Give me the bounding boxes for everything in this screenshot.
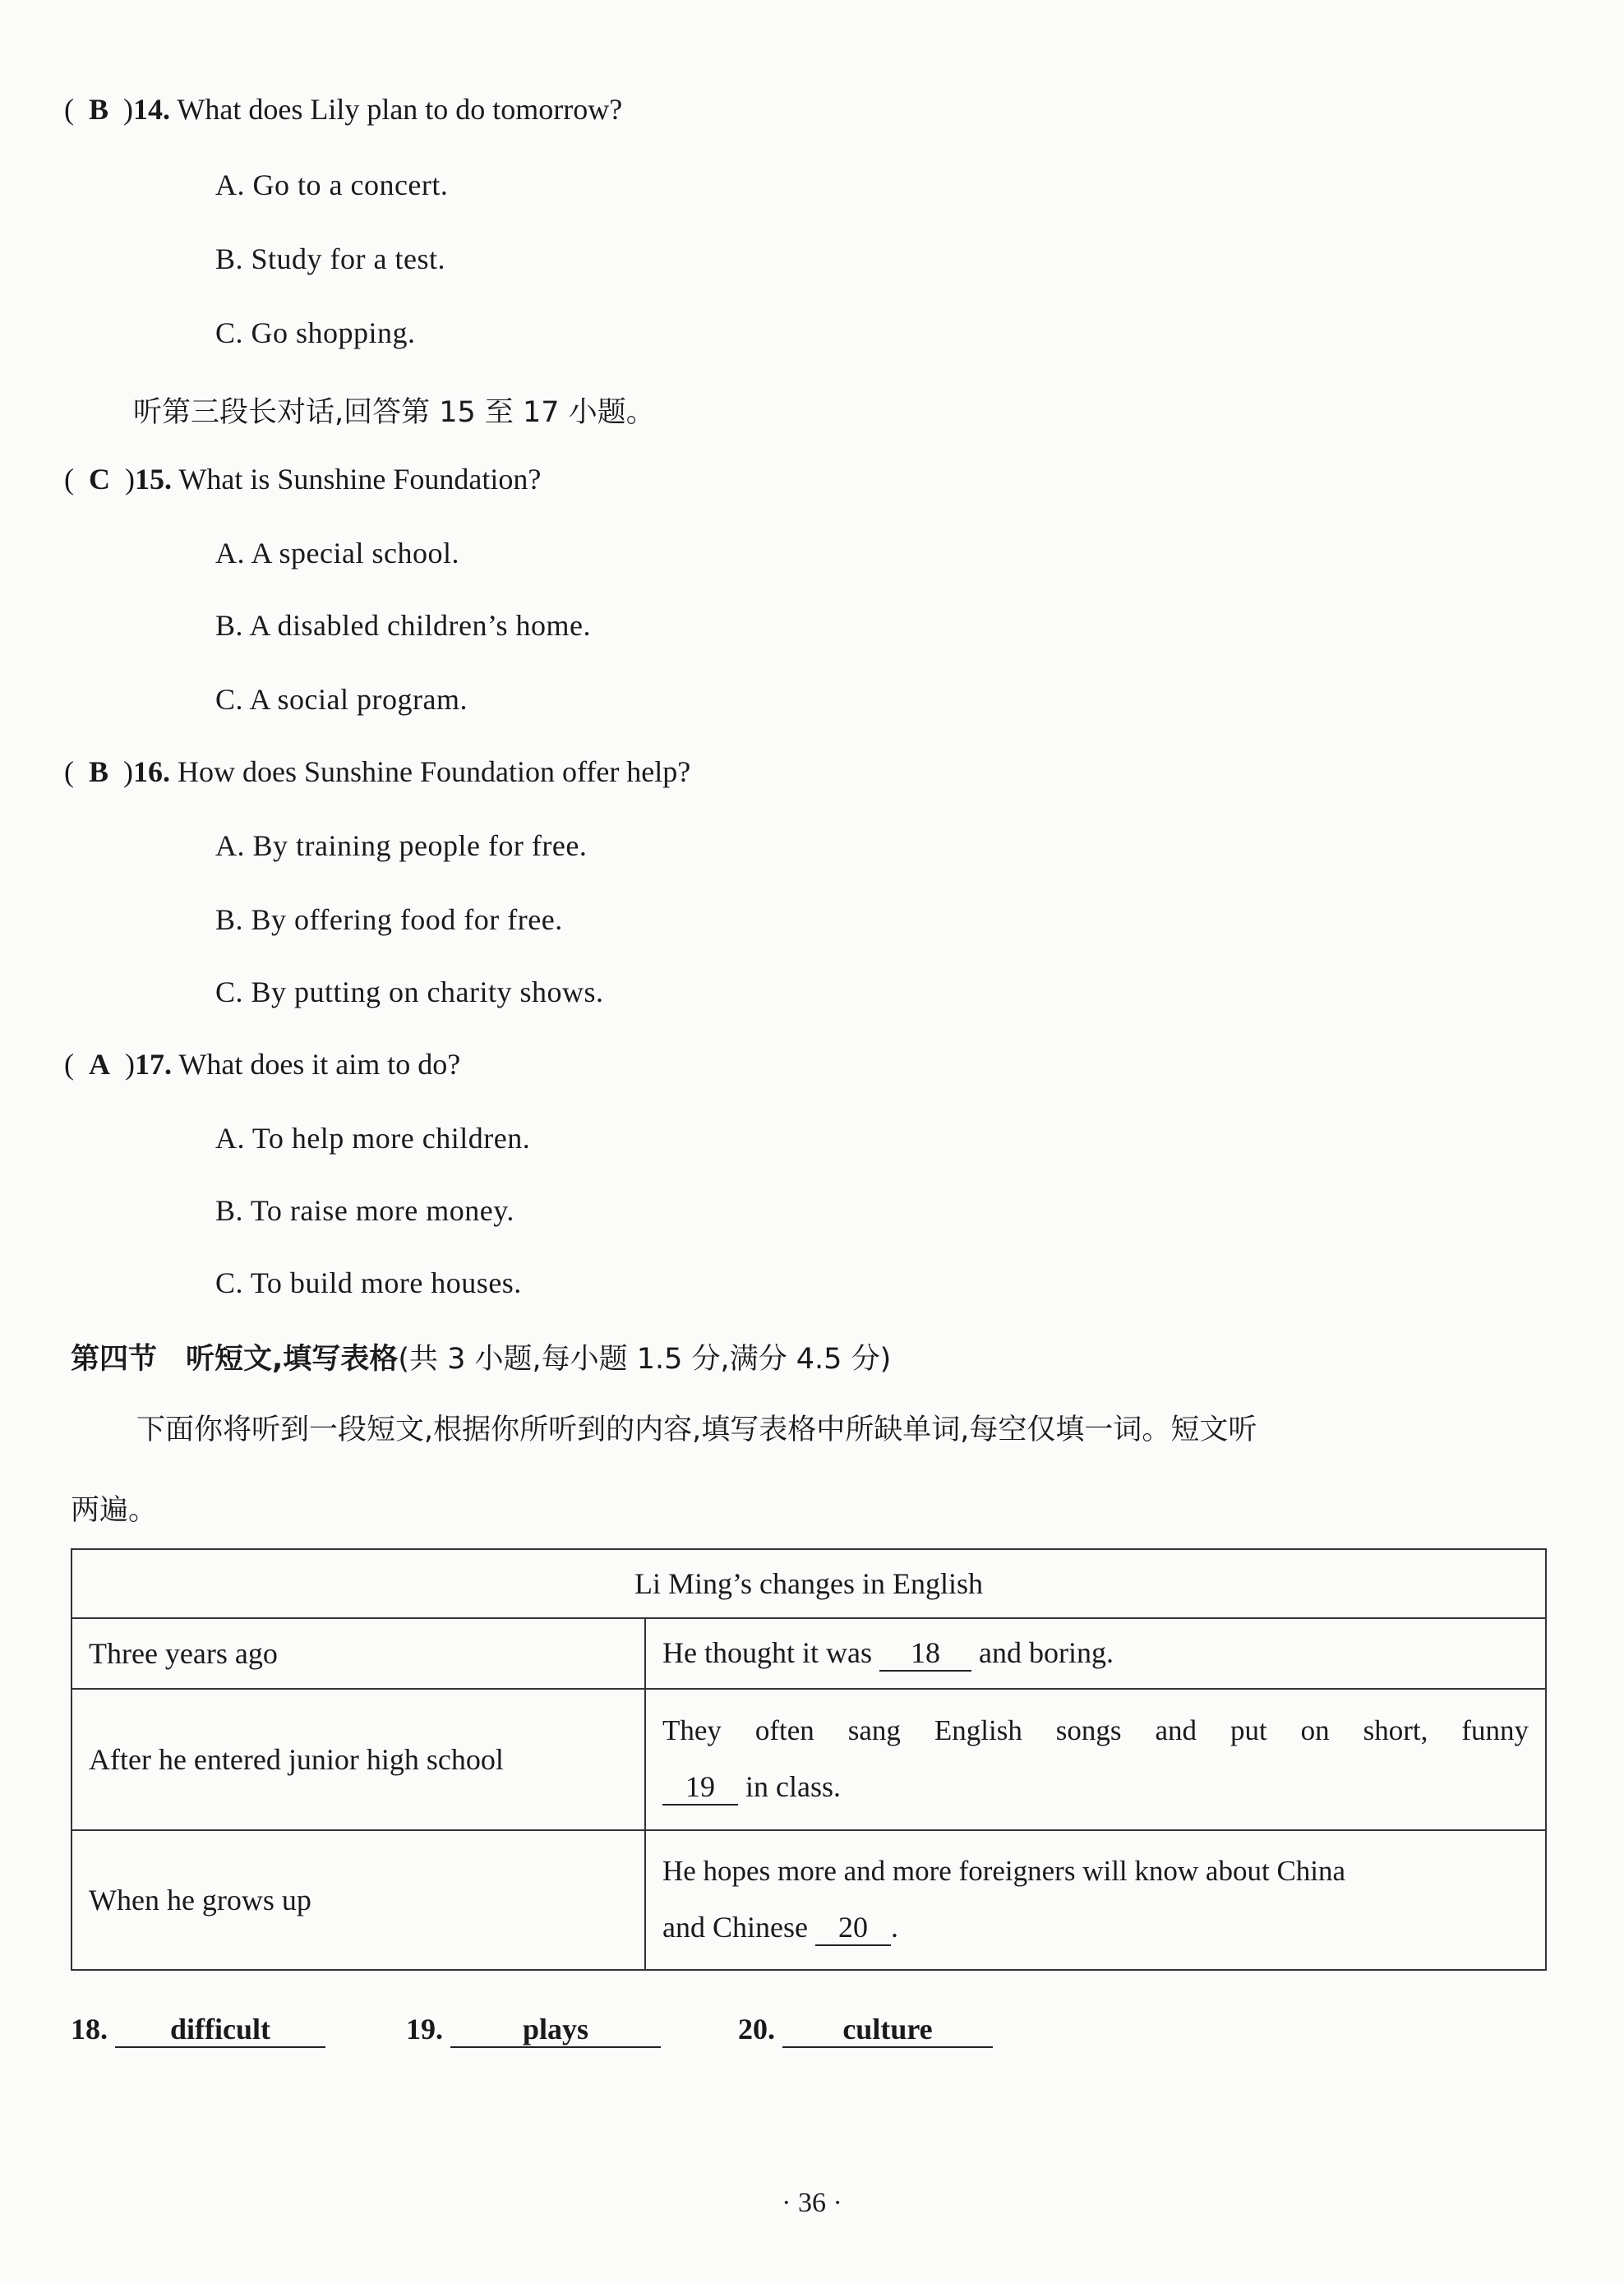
answer-20: 20. culture [738,2012,993,2048]
table-row [72,1689,1546,1830]
option: A. By training people for free. [215,829,588,862]
option: C. A social program. [215,683,468,716]
answer-19-value: plays [450,2013,661,2048]
question-text: What is Sunshine Foundation? [178,463,542,496]
section-4-title-rest: (共 3 小题,每小题 1.5 分,满分 4.5 分) [398,1343,892,1376]
question-text: What does it aim to do? [178,1048,461,1081]
question-number: 17. [135,1048,172,1081]
option: A. A special school. [215,537,459,570]
question-text: What does Lily plan to do tomorrow? [177,93,623,126]
table-row [72,1830,1546,1970]
row-content: He hopes more and more foreigners will know about China and Chinese 20 . [645,1830,1546,1970]
row-content: He thought it was 18 and boring. [645,1618,1546,1689]
option: B. Study for a test. [215,242,445,275]
section-4-instruction-line2: 两遍。 [71,1494,158,1527]
question-16: ( B )16. How does Sunshine Foundation offer help? [64,755,691,788]
section-4-instruction-line1: 下面你将听到一段短文,根据你所听到的内容,填写表格中所缺单词,每空仅填一词。短文听 [136,1414,1257,1446]
instruction-third-dialogue: 听第三段长对话,回答第 15 至 17 小题。 [133,396,655,429]
option: A. To help more children. [215,1122,531,1155]
option: B. A disabled children’s home. [215,609,591,642]
section-4-title-bold: 第四节 听短文,填写表格 [71,1343,399,1376]
table-header: Li Ming’s changes in English [72,1549,1546,1618]
answer-18-value: difficult [115,2013,325,2048]
answer-mark: B [89,755,109,788]
answer-18: 18. difficult [71,2012,325,2048]
answer-20-value: culture [782,2013,993,2048]
page-number: · 36 · [782,2188,842,2218]
blank-20: 20 [815,1912,891,1946]
blank-18: 18 [879,1637,971,1672]
row-label: Three years ago [72,1618,645,1689]
option: B. To raise more money. [215,1194,514,1227]
question-number: 15. [135,463,172,496]
blank-19: 19 [662,1771,738,1806]
answer-mark: B [89,93,109,126]
question-text: How does Sunshine Foundation offer help? [178,755,691,788]
changes-table [71,1548,1547,1971]
answer-mark: A [89,1048,110,1081]
section-4-title [71,1336,891,1377]
answer-mark: C [89,463,110,496]
option: C. To build more houses. [215,1266,522,1299]
question-number: 16. [133,755,171,788]
option: A. Go to a concert. [215,168,449,201]
question-14: ( B )14. What does Lily plan to do tomorrow? [64,93,623,126]
option: C. By putting on charity shows. [215,975,604,1008]
table-row [72,1618,1546,1689]
option: B. By offering food for free. [215,903,563,936]
row-label: When he grows up [72,1830,645,1970]
answer-19: 19. plays [406,2012,661,2048]
option: C. Go shopping. [215,316,416,349]
question-17: ( A )17. What does it aim to do? [64,1048,461,1081]
row-content: They often sang English songs and put on short, funny 19 in class. [645,1689,1546,1830]
question-15: ( C )15. What is Sunshine Foundation? [64,463,542,496]
row-label: After he entered junior high school [72,1689,645,1830]
question-number: 14. [133,93,171,126]
